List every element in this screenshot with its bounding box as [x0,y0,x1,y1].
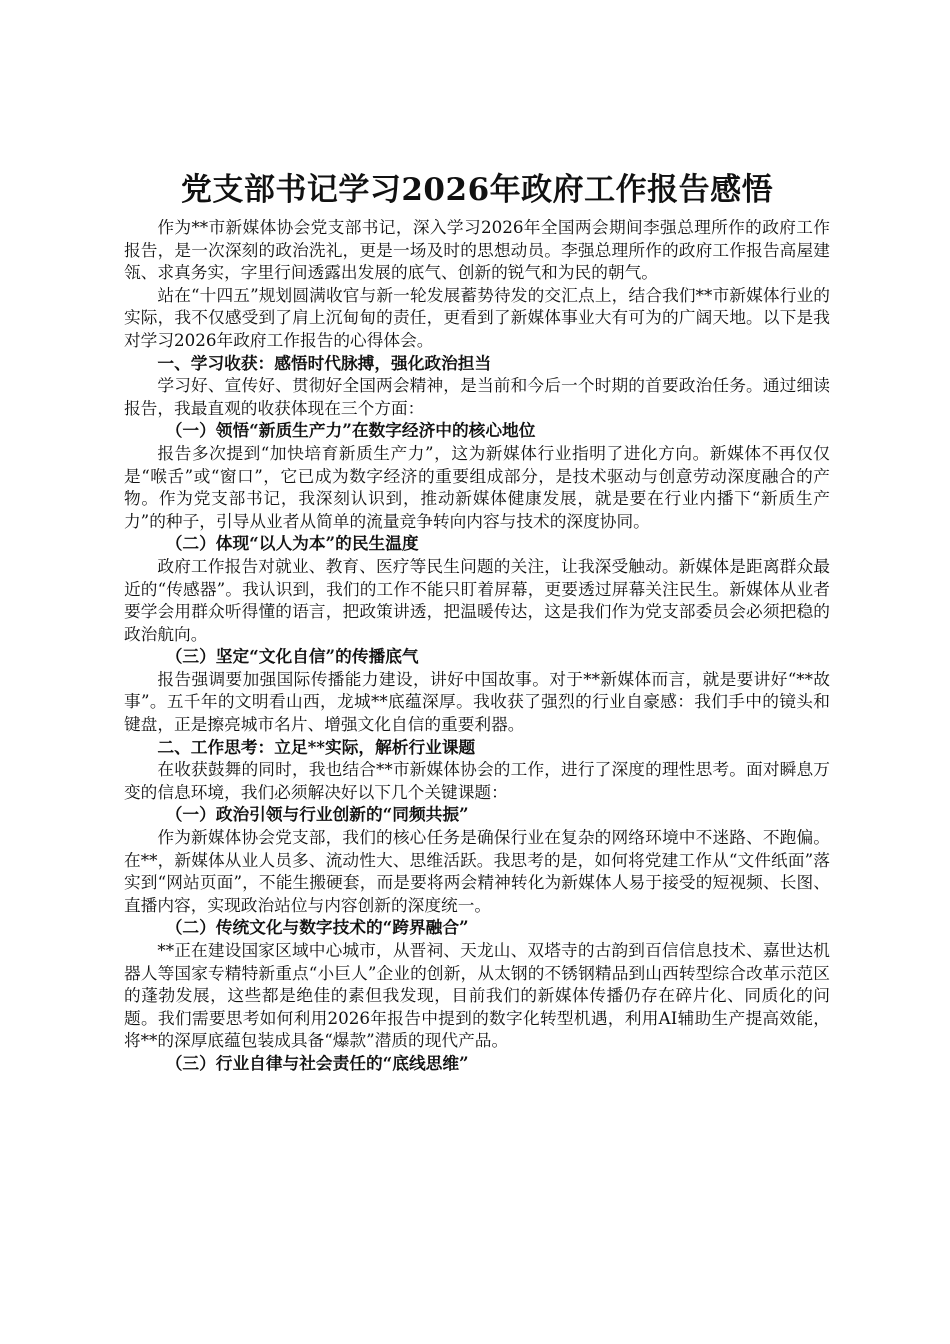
subsection-heading: （二）传统文化与数字技术的“跨界融合” [165,917,469,938]
intro-paragraph: 站在“十四五”规划圆满收官与新一轮发展蓄势待发的交汇点上，结合我们**市新媒体行业的实际，我不仅感受到了肩上沉甸甸的责任，更看到了新媒体事业大有可为的广阔天地。以下是我对学习2026年政府工作报告的心得体会。 [124,284,830,350]
section-lead-paragraph: 学习好、宣传好、贯彻好全国两会精神，是当前和今后一个时期的首要政治任务。通过细读报告，我最直观的收获体现在三个方面： [124,375,830,418]
section-lead-paragraph: 在收获鼓舞的同时，我也结合**市新媒体协会的工作，进行了深度的理性思考。面对瞬息万变的信息环境，我们必须解决好以下几个关键课题： [124,759,830,802]
intro-paragraph: 作为**市新媒体协会党支部书记，深入学习2026年全国两会期间李强总理所作的政府工作报告，是一次深刻的政治洗礼，更是一场及时的思想动员。李强总理所作的政府工作报告高屋建瓴、求真务实，字里行间透露出发展的底气、创新的锐气和为民的朝气。 [124,217,830,283]
body-paragraph: **正在建设国家区域中心城市，从晋祠、天龙山、双塔寺的古韵到百信信息技术、嘉世达机器人等国家专精特新重点“小巨人”企业的创新，从太钢的不锈钢精品到山西转型综合改革示范区的蓬勃发展，这些都是绝佳的素但我发现，目前我们的新媒体传播仍存在碎片化、同质化的问题。我们需要思考如何利用2026年报告中提到的数字化转型机遇，利用AI辅助生产提高效能，将**的深厚底蕴包装成具备“爆款”潜质的现代产品。 [124,940,830,1051]
section-heading: 一、学习收获：感悟时代脉搏，强化政治担当 [157,352,492,373]
document-page [124,168,830,1075]
body-paragraph: 政府工作报告对就业、教育、医疗等民生问题的关注，让我深受触动。新媒体是距离群众最近的“传感器”。我认识到，我们的工作不能只盯着屏幕，更要透过屏幕关注民生。新媒体从业者要学会用群众听得懂的语言，把政策讲透，把温暖传达，这是我们作为党支部委员会必须把稳的政治航向。 [124,555,830,644]
subsection-heading: （三）行业自律与社会责任的“底线思维” [165,1052,469,1073]
body-paragraph: 报告多次提到“加快培育新质生产力”，这为新媒体行业指明了进化方向。新媒体不再仅仅是“喉舌”或“窗口”，它已成为数字经济的重要组成部分，是技术驱动与创意劳动深度融合的产物。作为党支部书记，我深刻认识到，推动新媒体健康发展，就是要在行业内播下“新质生产力”的种子，引导从业者从简单的流量竞争转向内容与技术的深度协同。 [124,442,830,531]
subsection-heading: （一）领悟“新质生产力”在数字经济中的核心地位 [165,420,536,441]
body-paragraph: 报告强调要加强国际传播能力建设，讲好中国故事。对于**新媒体而言，就是要讲好“**故事”。五千年的文明看山西，龙城**底蕴深厚。我收获了强烈的行业自豪感：我们手中的镜头和键盘，正是擦亮城市名片、增强文化自信的重要利器。 [124,668,830,735]
subsection-heading: （三）坚定“文化自信”的传播底气 [165,646,419,667]
document-title: 党支部书记学习2026年政府工作报告感悟 [180,172,774,208]
subsection-heading: （一）政治引领与行业创新的“同频共振” [165,804,469,825]
body-paragraph: 作为新媒体协会党支部，我们的核心任务是确保行业在复杂的网络环境中不迷路、不跑偏。在**，新媒体从业人员多、流动性大、思维活跃。我思考的是，如何将党建工作从“文件纸面”落实到“网站页面”，不能生搬硬套，而是要将两会精神转化为新媒体人易于接受的短视频、长图、直播内容，实现政治站位与内容创新的深度统一。 [124,827,830,915]
subsection-heading: （二）体现“以人为本”的民生温度 [165,533,419,554]
section-heading: 二、工作思考：立足**实际，解析行业课题 [157,736,476,757]
